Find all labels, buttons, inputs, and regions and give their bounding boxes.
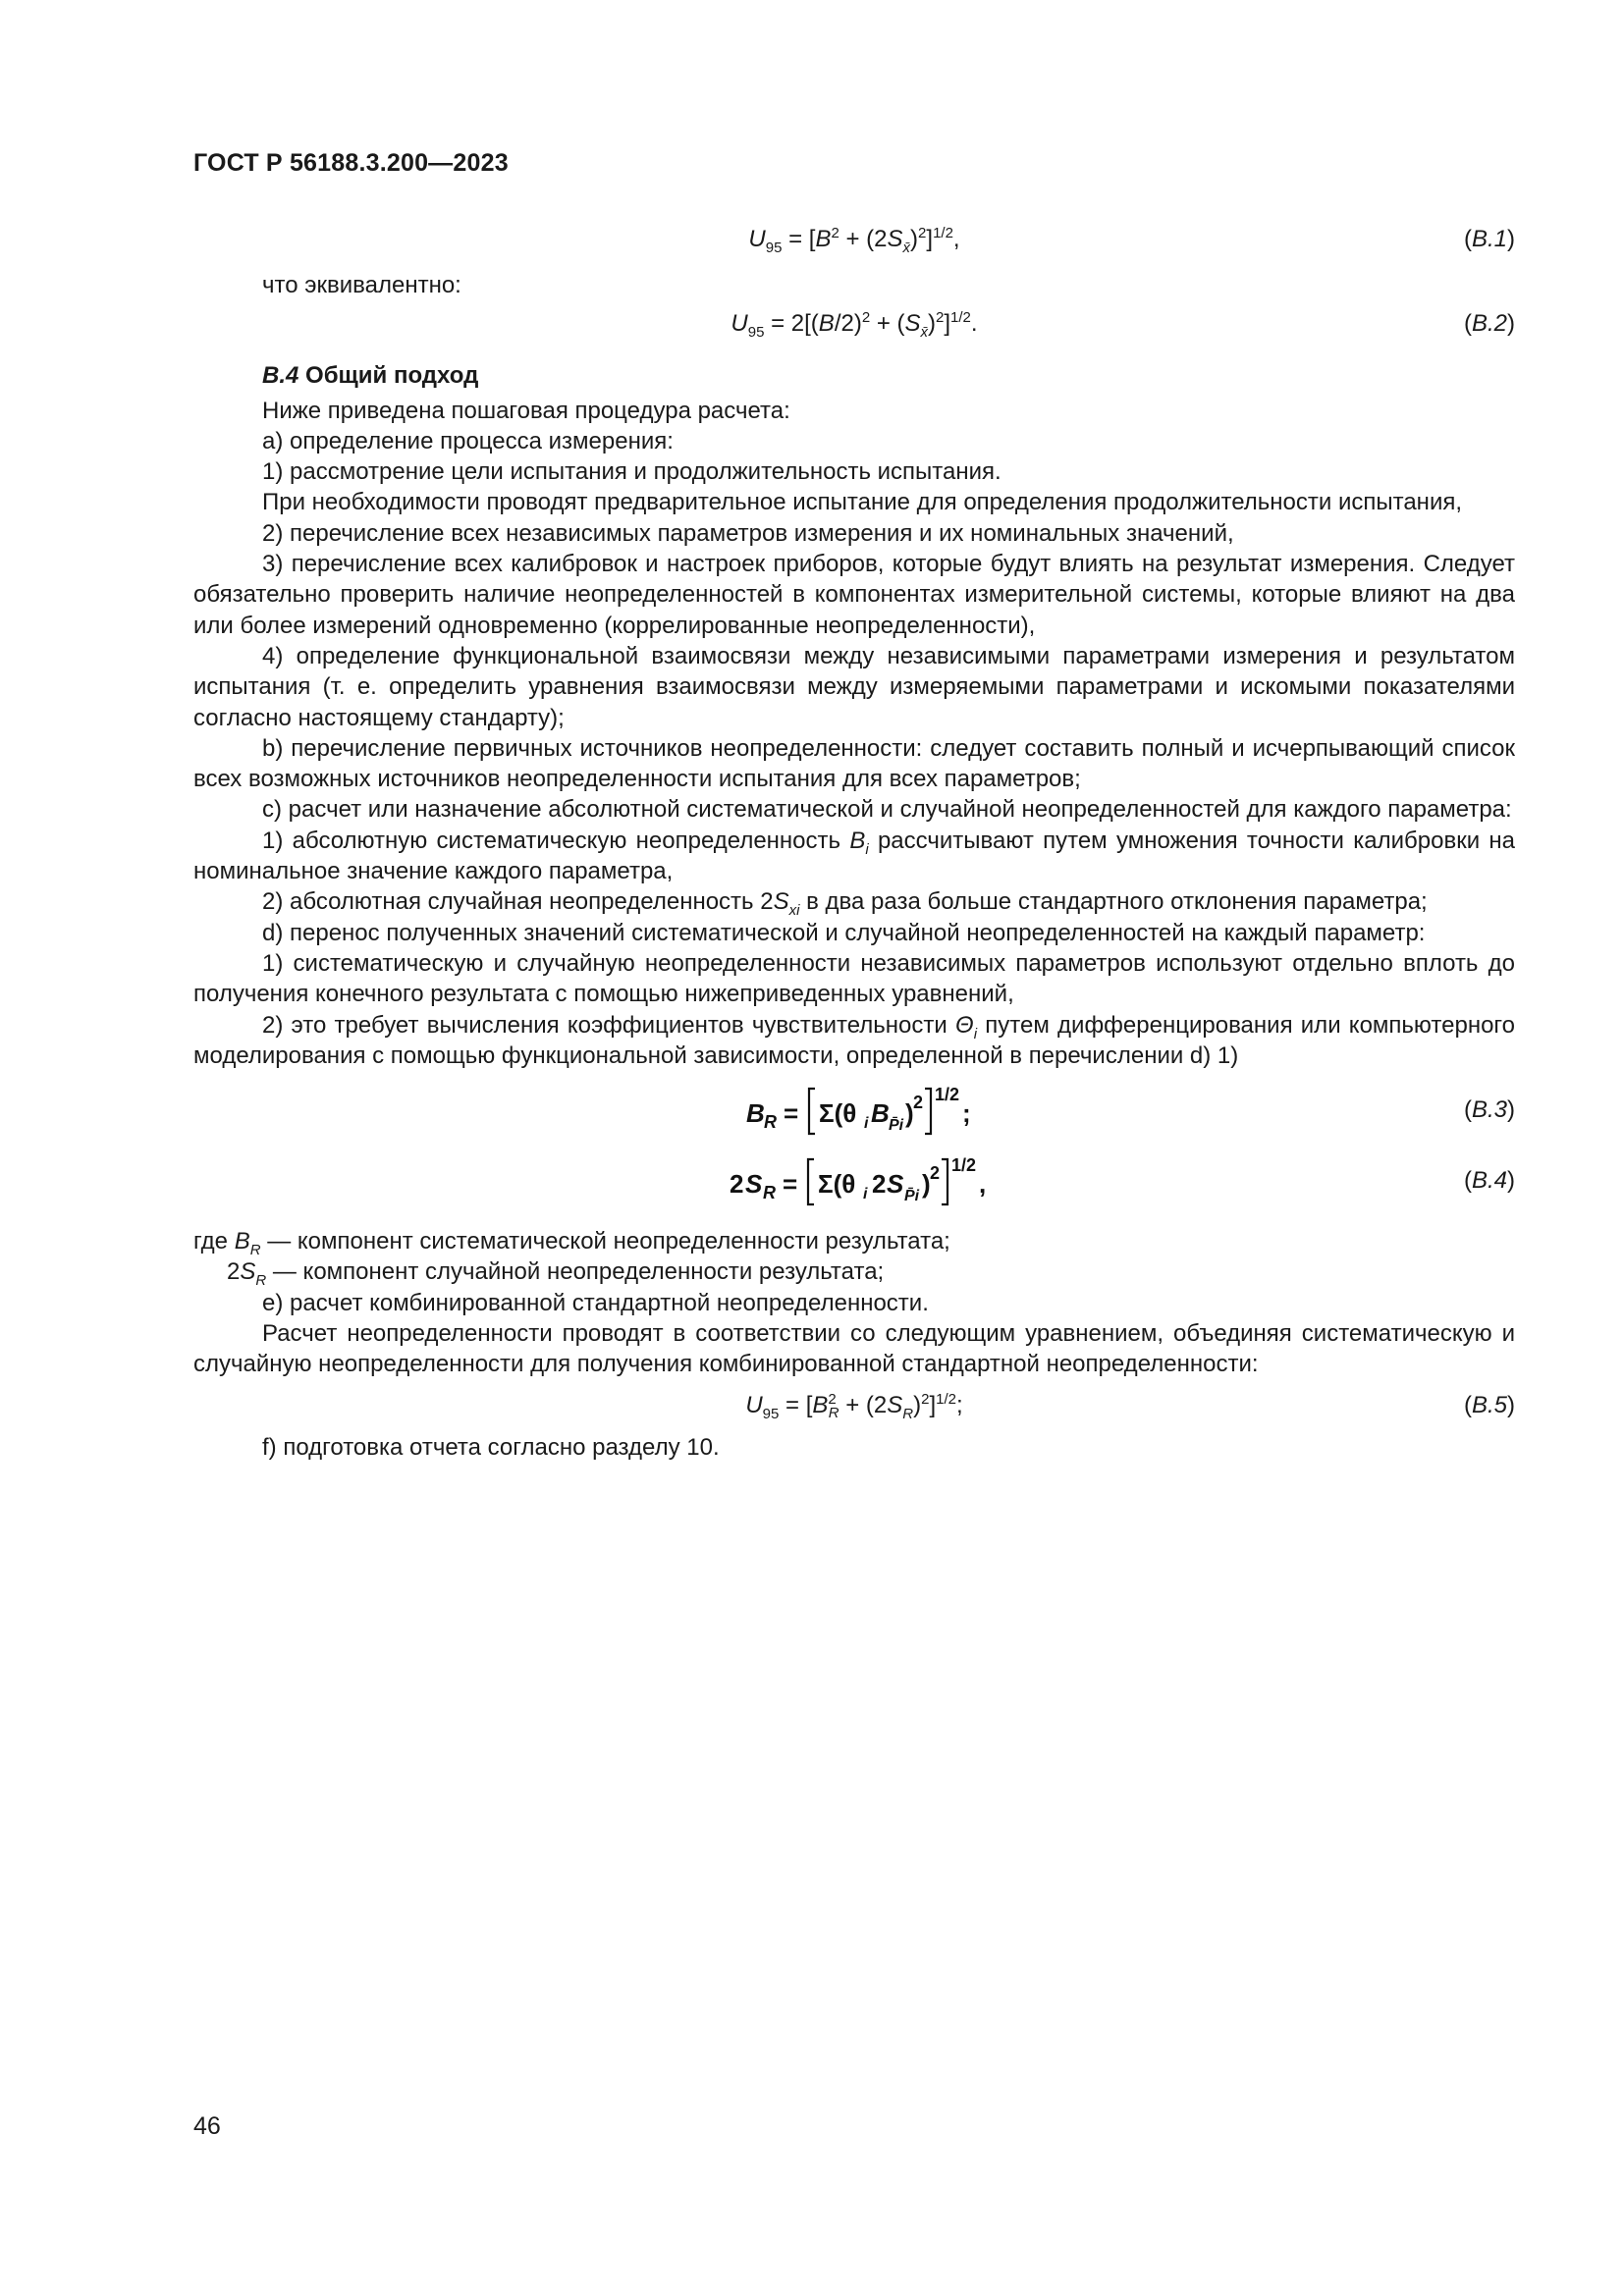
svg-text:=: = [783,1169,798,1200]
equation-b2 [193,308,1515,342]
svg-text:1/2: 1/2 [935,1085,960,1105]
equation-b2-formula: $U_{95} = 2[(B/2)^2 + (S_{x̄})^2]^{1/2}$. [731,309,978,342]
equivalent-text: что эквивалентно: [262,272,461,298]
equation-b4 [193,1151,1515,1212]
section-number: B.4 [262,362,299,390]
svg-text:2: 2 [872,1169,887,1200]
equation-b5-number: (B.5) [1463,1391,1515,1418]
equation-b4-number: (B.4) [1463,1167,1515,1195]
svg-text:R: R [764,1112,777,1133]
equation-b1-formula: $U_{95} = [B^2 + (2S_{x̄})^2]^{1/2}$, [748,225,960,256]
equation-b1-number: (B.1) [1463,226,1515,252]
equation-b3-number: (B.3) [1463,1096,1515,1124]
list-item-b: b) перечисление первичных источников неопределенности: следует составить полный и исчерпывающий список всех возможных источников неопределенности испытания для всех параметров; [193,734,1515,793]
section-title: Общий подход [305,362,479,390]
list-item-c2: 2) абсолютная случайная неопределенность $2S_{xi}$ в два раза больше стандартного отклонения параметра; [262,888,1428,920]
svg-text:2: 2 [730,1169,744,1200]
equation-b4-formula [193,1151,1515,1220]
svg-text:;: ; [962,1098,971,1129]
svg-text:2: 2 [930,1163,941,1184]
equation-b1 [193,224,1515,254]
document-body [193,224,1515,1463]
paragraph-prelim: При необходимости проводят предварительное испытание для определения продолжительности испытания, [262,489,1463,516]
svg-text:1/2: 1/2 [951,1155,977,1176]
list-item-c: с) расчет или назначение абсолютной систематической и случайной неопределенностей для каждого параметра: [262,796,1512,824]
list-item-e: е) расчет комбинированной стандартной неопределенности. [262,1289,929,1316]
list-item-c1: 1) абсолютную систематическую неопределенность $B_i$ рассчитывают путем умножения точности калибровки на номинальное значение каждого параметра, [193,827,1515,885]
paragraph-intro: Ниже приведена пошаговая процедура расчета: [262,397,790,424]
list-item-d2: 2) это требует вычисления коэффициентов чувствительности $\Theta_i$ путем дифференцирования или компьютерного моделирования с помощью функциональной зависимости, определенной в перечислении d) 1) [193,1011,1515,1069]
equation-b3-svg [736,1081,972,1142]
svg-text:2: 2 [913,1093,924,1113]
list-item-a2: 2) перечисление всех независимых параметров измерения и их номинальных значений, [262,519,1234,547]
svg-text:): ) [922,1169,931,1200]
equation-b5-formula: $U_{95} = [B^2_R + (2S_R)^2]^{1/2}$; [745,1390,963,1422]
svg-text:i: i [863,1186,868,1203]
svg-text:B: B [871,1098,890,1129]
page-number: 46 [193,2112,221,2140]
equation-b3 [193,1081,1515,1142]
svg-text:S: S [745,1169,763,1200]
equation-b2-number: (B.2) [1463,310,1515,338]
where-sr: $2S_R$ — компонент случайной неопределенности результата; [227,1258,885,1290]
section-heading [193,360,1515,391]
svg-text:B: B [746,1098,765,1129]
paragraph-combined: Расчет неопределенности проводят в соответствии со следующим уравнением, объединяя систематическую и случайную неопределенности для получения комбинированной стандартной неопределенности: [193,1320,1515,1378]
svg-text:): ) [905,1098,914,1129]
svg-text:Σ(θ: Σ(θ [818,1169,856,1200]
svg-text:R: R [763,1183,776,1203]
equation-b3-formula [193,1081,1515,1149]
svg-text:S: S [887,1169,904,1200]
list-item-a: а) определение процесса измерения: [262,427,674,454]
document-header: ГОСТ Р 56188.3.200—2023 [193,149,509,177]
svg-text:=: = [784,1098,799,1129]
svg-text:i: i [864,1115,869,1133]
list-item-f: f) подготовка отчета согласно разделу 10. [262,1433,720,1461]
list-item-a3: 3) перечисление всех калибровок и настроек приборов, которые будут влиять на результат измерения. Следует обязательно проверить наличие неопределенностей в компонентах измерительной системы, которые влияют на два или более измерений одновременно (коррелированные неопределенности), [193,551,1515,639]
svg-text:P̄i: P̄i [889,1117,904,1135]
svg-text:P̄i: P̄i [904,1188,920,1205]
list-item-d: d) перенос полученных значений систематической и случайной неопределенностей на каждый параметр: [262,919,1426,946]
list-item-a1: 1) рассмотрение цели испытания и продолжительность испытания. [262,458,1001,486]
equation-b5 [193,1390,1515,1420]
svg-text:,: , [979,1169,987,1200]
svg-text:Σ(θ: Σ(θ [819,1098,857,1129]
equation-b4-svg [722,1151,987,1212]
list-item-a4: 4) определение функциональной взаимосвязи между независимыми параметрами измерения и результатом испытания (т. е. определить уравнения взаимосвязи между измеряемыми параметрами и искомыми показателями согласно настоящему стандарту); [193,642,1515,731]
list-item-d1: 1) систематическую и случайную неопределенности независимых параметров используют отдельно вплоть до получения конечного результата с помощью нижеприведенных уравнений, [193,949,1515,1008]
where-br: где $B_R$ — компонент систематической неопределенности результата; [193,1228,950,1258]
